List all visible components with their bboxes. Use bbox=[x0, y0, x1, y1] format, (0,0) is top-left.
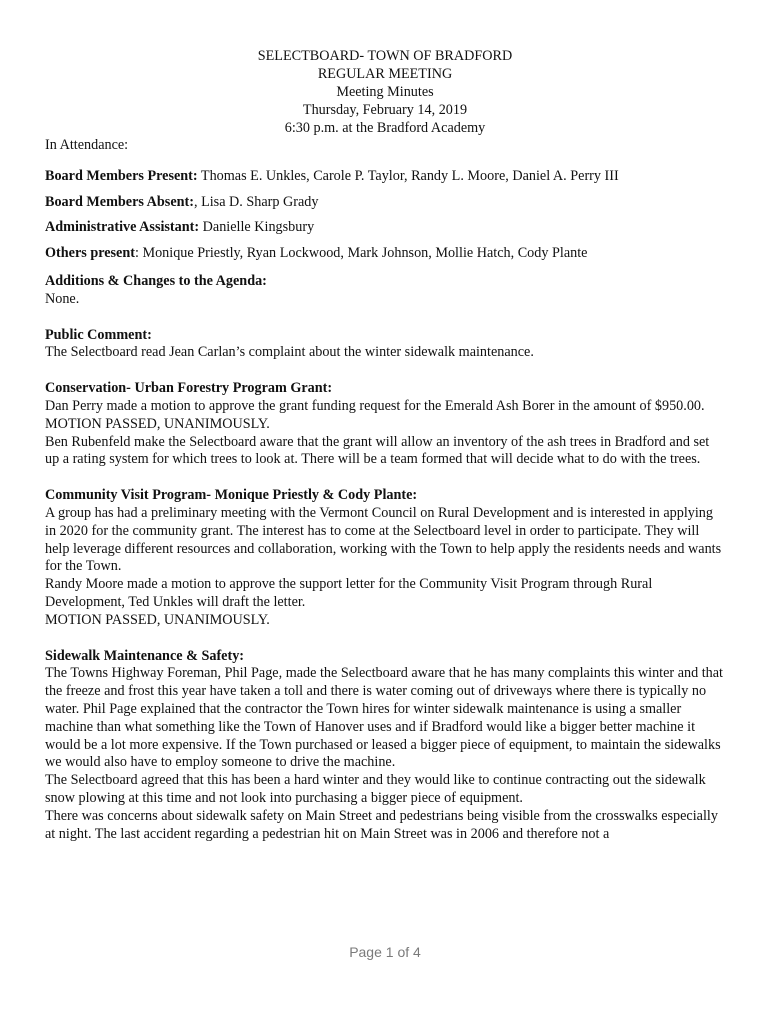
section-body: The Selectboard read Jean Carlan’s complaint about the winter sidewalk maintenance. bbox=[45, 344, 534, 361]
section-paragraph: There was concerns about sidewalk safety on Main Street and pedestrians being visible from the crosswalks especially at night. The last accident regarding a pedestrian hit on Main Street was in 2006 and therefore not a bbox=[45, 807, 718, 842]
section-heading: Additions & Changes to the Agenda: bbox=[45, 272, 267, 289]
section-conservation bbox=[45, 380, 725, 469]
attendance-list bbox=[45, 168, 725, 263]
members-present bbox=[45, 168, 725, 186]
section-heading: Community Visit Program- Monique Priestly & Cody Plante: bbox=[45, 487, 418, 504]
header-date: Thursday, February 14, 2019 bbox=[302, 102, 468, 118]
section-agenda bbox=[45, 273, 725, 309]
header-town: SELECTBOARD- TOWN OF BRADFORD bbox=[257, 48, 513, 64]
others-present-label: Others present bbox=[45, 245, 135, 262]
admin-assistant bbox=[45, 219, 725, 237]
motion-result: MOTION PASSED, UNANIMOUSLY. bbox=[45, 611, 270, 628]
others-present-value: : Monique Priestly, Ryan Lockwood, Mark Johnson, Mollie Hatch, Cody Plante bbox=[134, 245, 588, 262]
attendance-label: In Attendance: bbox=[45, 137, 129, 153]
admin-assistant-value: Danielle Kingsbury bbox=[199, 219, 315, 236]
section-heading: Public Comment: bbox=[45, 326, 152, 343]
members-present-value: Thomas E. Unkles, Carole P. Taylor, Randy L. Moore, Daniel A. Perry III bbox=[197, 167, 619, 184]
section-paragraph: Ben Rubenfeld make the Selectboard aware that the grant will allow an inventory of the ash trees in Bradford and set up a rating system for which trees to look at. There will be a team formed that will decide what to do with the trees. bbox=[45, 433, 710, 468]
section-community-visit bbox=[45, 487, 725, 629]
header-meeting-type: REGULAR MEETING bbox=[317, 66, 453, 82]
header-time-location: 6:30 p.m. at the Bradford Academy bbox=[284, 120, 486, 136]
admin-assistant-label: Administrative Assistant: bbox=[45, 219, 200, 236]
meeting-header bbox=[45, 47, 725, 137]
header-doc-type: Meeting Minutes bbox=[336, 84, 434, 100]
section-body: None. bbox=[45, 290, 80, 307]
members-absent-value: , Lisa D. Sharp Grady bbox=[193, 193, 319, 210]
section-sidewalk bbox=[45, 648, 725, 844]
section-heading: Sidewalk Maintenance & Safety: bbox=[45, 647, 245, 664]
members-present-label: Board Members Present: bbox=[45, 167, 198, 184]
section-body: Dan Perry made a motion to approve the grant funding request for the Emerald Ash Borer in the amount of $950.00. bbox=[45, 397, 705, 414]
members-absent bbox=[45, 194, 725, 212]
section-heading: Conservation- Urban Forestry Program Grant: bbox=[45, 380, 333, 397]
page-number: Page 1 of 4 bbox=[349, 944, 421, 960]
others-present bbox=[45, 245, 725, 263]
section-body: A group has had a preliminary meeting with the Vermont Council on Rural Development and is interested in applying in 2020 for the community grant. The interest has to come at the Selectboard level in order to participate. They will help leverage different resources and collaboration, working with the Town to help apply the residents needs and wants for the Town. bbox=[45, 504, 722, 575]
motion-result: MOTION PASSED, UNANIMOUSLY. bbox=[45, 415, 270, 432]
section-body-continued: The Selectboard agreed that this has been a hard winter and they would like to continue contracting out the sidewalk snow plowing at this time and not look into purchasing a bigger piece of equipment. bbox=[45, 772, 706, 806]
document-content bbox=[45, 47, 725, 843]
section-body: The Towns Highway Foreman, Phil Page, made the Selectboard aware that he has many complaints this winter and that the freeze and frost this year have taken a toll and there is water coming out of driveways where there is typically no water. Phil Page explained that the contractor the Town hires for winter sidewalk maintenance is using a smaller machine than what something like the Town of Hanover uses and if Bradford would like a bigger better machine it would be a lot more expensive. If the Town purchased or leased a bigger piece of equipment, to maintain the sidewalks we would also have to employ someone to drive the machine. bbox=[45, 665, 723, 771]
section-public-comment bbox=[45, 327, 725, 363]
section-paragraph: Randy Moore made a motion to approve the support letter for the Community Visit Program through Rural Development, Ted Unkles will draft the letter. bbox=[45, 576, 653, 610]
members-absent-label: Board Members Absent: bbox=[45, 193, 194, 210]
